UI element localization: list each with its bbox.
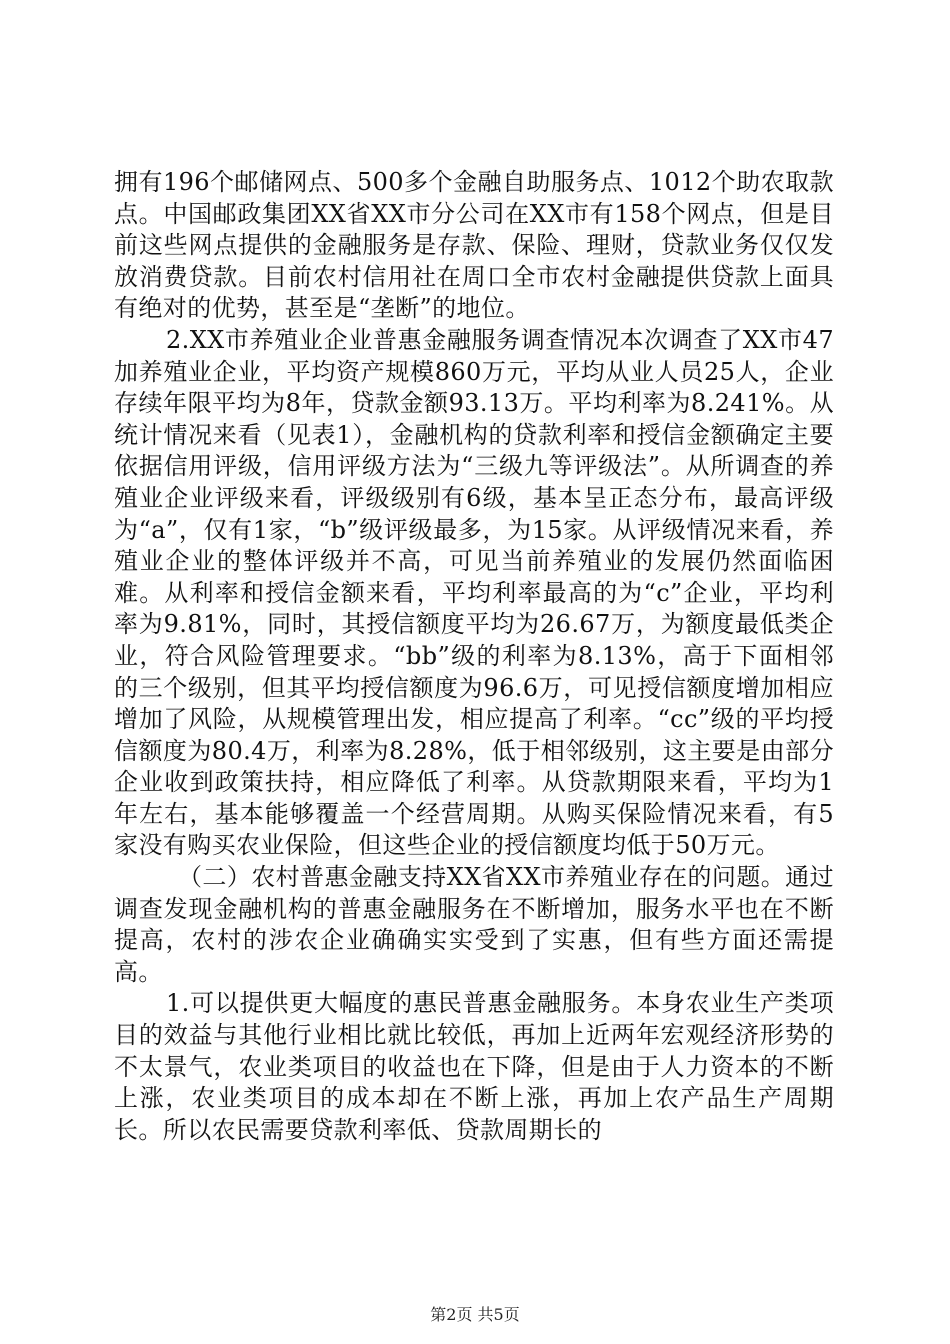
paragraph-postal-network: 拥有196个邮储网点、500多个金融自助服务点、1012个助农取款点。中国邮政集团XX省XX市分公司在XX市有158个网点，但是目前这些网点提供的金融服务是存款、保险、理财，贷款业务仅仅发放消费贷款。目前农村信用社在周口全市农村金融提供贷款上面具有绝对的优势，甚至是“垄断”的地位。	[114, 168, 834, 323]
paragraph-survey-findings: 2.XX市养殖业企业普惠金融服务调查情况本次调查了XX市47加养殖业企业，平均资产规模860万元，平均从业人员25人，企业存续年限平均为8年，贷款金额93.13万。平均利率为8.241%。从统计情况来看（见表1），金融机构的贷款利率和授信金额确定主要依据信用评级，信用评级方法为“三级九等评级法”。从所调查的养殖业企业评级来看，评级级别有6级，基本呈正态分布，最高评级为“a”，仅有1家，“b”级评级最多，为15家。从评级情况来看，养殖业企业的整体评级并不高，可见当前养殖业的发展仍然面临困难。从利率和授信金额来看，平均利率最高的为“c”企业，平均利率为9.81%，同时，其授信额度平均为26.67万，为额度最低类企业，符合风险管理要求。“bb”级的利率为8.13%，高于下面相邻的三个级别，但其平均授信额度为96.6万，可见授信额度增加相应增加了风险，从规模管理出发，相应提高了利率。“cc”级的平均授信额度为80.4万，利率为8.28%，低于相邻级别，这主要是由部分企业收到政策扶持，相应降低了利率。从贷款期限来看，平均为1年左右，基本能够覆盖一个经营周期。从购买保险情况来看，有5家没有购买农业保险，但这些企业的授信额度均低于50万元。	[114, 325, 834, 860]
paragraph-problems-heading: （二）农村普惠金融支持XX省XX市养殖业存在的问题。通过调查发现金融机构的普惠金融服务在不断增加，服务水平也在不断提高，农村的涉农企业确确实实受到了实惠，但有些方面还需提高。	[114, 863, 834, 986]
body-text	[114, 167, 834, 1146]
page-number-footer: 第2页 共5页	[430, 1305, 520, 1324]
paragraph-problem-one: 1.可以提供更大幅度的惠民普惠金融服务。本身农业生产类项目的效益与其他行业相比就比较低，再加上近两年宏观经济形势的不太景气，农业类项目的收益也在下降，但是由于人力资本的不断上涨，农业类项目的成本却在不断上涨，再加上农产品生产周期长。所以农民需要贷款利率低、贷款周期长的	[114, 989, 834, 1144]
